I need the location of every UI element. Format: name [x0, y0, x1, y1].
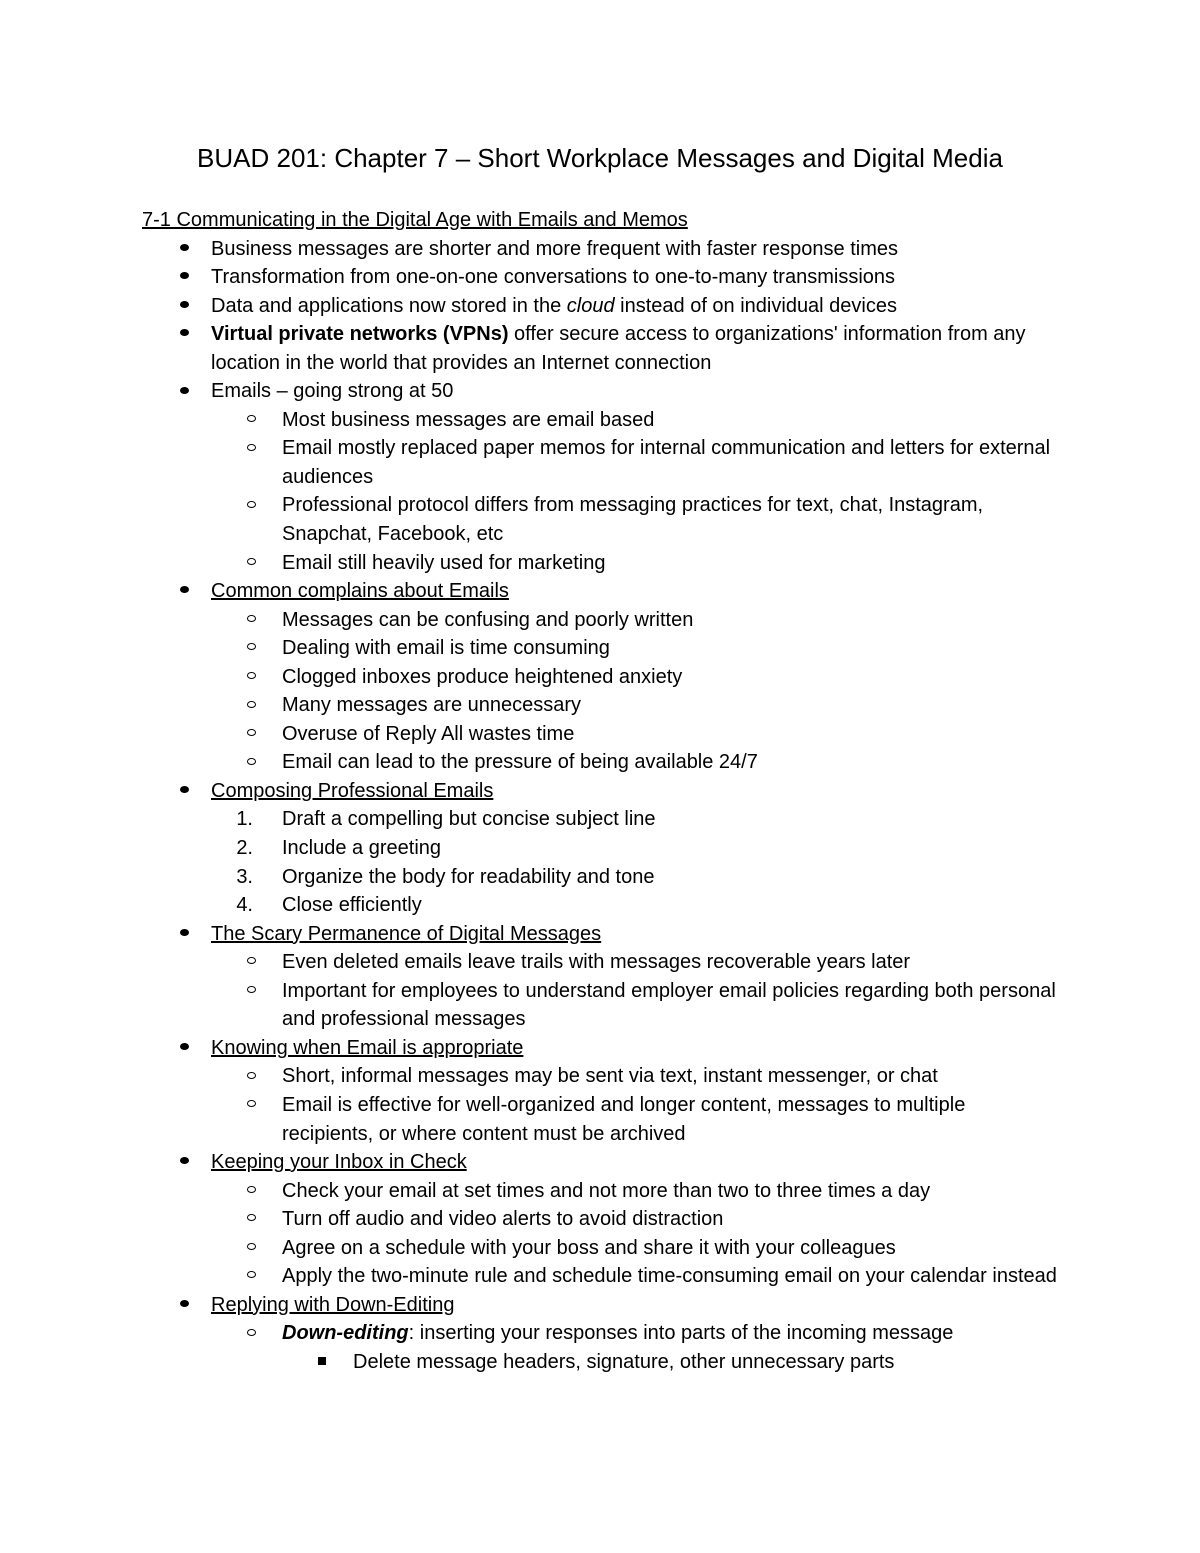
- sub-list-item: Check your email at set times and not more than two to three times a day: [211, 1177, 1062, 1206]
- sub-list-item: Apply the two-minute rule and schedule time-consuming email on your calendar instead: [211, 1262, 1062, 1291]
- circle-bullet-icon: [241, 1062, 261, 1091]
- numbered-list-item: 3. Organize the body for readability and tone: [211, 863, 1062, 892]
- list-item: [142, 1148, 1062, 1291]
- bullet-icon: [174, 235, 194, 264]
- circle-bullet-icon: [241, 434, 261, 463]
- page-title: BUAD 201: Chapter 7 – Short Workplace Messages and Digital Media: [197, 143, 1003, 173]
- sub-list: [211, 606, 1062, 777]
- bullet-icon: [174, 320, 194, 349]
- circle-bullet-icon: [241, 1205, 261, 1234]
- list-item: [142, 920, 1062, 1034]
- list-item: [142, 777, 1062, 920]
- sub-list-item: Professional protocol differs from messaging practices for text, chat, Instagram, Snapchat, Facebook, etc: [211, 491, 1062, 548]
- sub-list-item: Agree on a schedule with your boss and share it with your colleagues: [211, 1234, 1062, 1263]
- circle-bullet-icon: [241, 1234, 261, 1263]
- numbered-list-item: 1. Draft a compelling but concise subject line: [211, 805, 1062, 834]
- sub-list-item: Down-editing: inserting your responses into parts of the incoming message Delete message headers, signature, other unnecessary parts: [211, 1319, 1062, 1376]
- sub-list-item: Most business messages are email based: [211, 406, 1062, 435]
- bullet-icon: [174, 292, 194, 321]
- numbered-list-item: 2. Include a greeting: [211, 834, 1062, 863]
- list-item: Emails – going strong at 50 Most business messages are email based Email mostly replaced paper memos for internal communication and letters for external audiences Professional protocol differs from messaging practices for text, chat, Instagram, Snapchat, Facebook, etc Email still heavily used for marketing: [142, 377, 1062, 577]
- circle-bullet-icon: [241, 406, 261, 435]
- circle-bullet-icon: [241, 1262, 261, 1291]
- bullet-icon: [174, 1291, 194, 1320]
- sub-list-item: Clogged inboxes produce heightened anxiety: [211, 663, 1062, 692]
- list-item: [142, 577, 1062, 777]
- list-item: Virtual private networks (VPNs) offer secure access to organizations' information from any location in the world that provides an Internet connection: [142, 320, 1062, 377]
- subheading: Keeping your Inbox in Check: [211, 1151, 467, 1174]
- sub-list-item: Email is effective for well-organized and longer content, messages to multiple recipients, or where content must be archived: [211, 1091, 1062, 1148]
- sub-list-item: Even deleted emails leave trails with messages recoverable years later: [211, 948, 1062, 977]
- item-number: 3.: [236, 865, 253, 888]
- subheading: Common complains about Emails: [211, 580, 509, 603]
- subheading: Composing Professional Emails: [211, 779, 494, 802]
- sub-list-item: Overuse of Reply All wastes time: [211, 720, 1062, 749]
- sub-sub-list: [282, 1348, 1062, 1377]
- sub-list: [211, 406, 1062, 577]
- sub-list-item: Important for employees to understand employer email policies regarding both personal and professional messages: [211, 977, 1062, 1034]
- bullet-icon: [174, 1148, 194, 1177]
- sub-list: [211, 1062, 1062, 1148]
- circle-bullet-icon: [241, 691, 261, 720]
- section-heading: 7-1 Communicating in the Digital Age with Emails and Memos: [142, 209, 688, 231]
- circle-bullet-icon: [241, 634, 261, 663]
- subheading: The Scary Permanence of Digital Messages: [211, 922, 602, 945]
- sub-list-item: Email mostly replaced paper memos for internal communication and letters for external audiences: [211, 434, 1062, 491]
- bullet-icon: [174, 1034, 194, 1063]
- emphasis-cloud: cloud: [566, 294, 615, 317]
- item-number: 4.: [236, 894, 253, 917]
- circle-bullet-icon: [241, 606, 261, 635]
- bullet-icon: [174, 263, 194, 292]
- item-number: 2.: [236, 837, 253, 860]
- bullet-icon: [174, 377, 194, 406]
- sub-list-item: Short, informal messages may be sent via text, instant messenger, or chat: [211, 1062, 1062, 1091]
- circle-bullet-icon: [241, 1177, 261, 1206]
- sub-list-item: Email can lead to the pressure of being available 24/7: [211, 748, 1062, 777]
- item-number: 1.: [236, 808, 253, 831]
- bold-term-vpn: Virtual private networks (VPNs): [211, 323, 509, 346]
- circle-bullet-icon: [241, 977, 261, 1006]
- numbered-list-item: 4. Close efficiently: [211, 891, 1062, 920]
- circle-bullet-icon: [241, 748, 261, 777]
- list-item: [142, 1034, 1062, 1148]
- bold-term-down-editing: Down-editing: [282, 1322, 409, 1345]
- subheading: Knowing when Email is appropriate: [211, 1036, 524, 1059]
- sub-list: [211, 948, 1062, 1034]
- list-item: Data and applications now stored in the cloud instead of on individual devices: [142, 292, 1062, 321]
- document-body: [142, 206, 1062, 1376]
- list-item: Business messages are shorter and more frequent with faster response times: [142, 235, 1062, 264]
- main-bullet-list: [142, 235, 1062, 1377]
- bullet-icon: [174, 777, 194, 806]
- bullet-icon: [174, 577, 194, 606]
- bullet-icon: [174, 920, 194, 949]
- list-item: [142, 1291, 1062, 1377]
- sub-list-item: Messages can be confusing and poorly written: [211, 606, 1062, 635]
- circle-bullet-icon: [241, 1319, 261, 1348]
- subheading: Replying with Down-Editing: [211, 1293, 455, 1316]
- sub-list-item: Many messages are unnecessary: [211, 691, 1062, 720]
- numbered-list: [211, 805, 1062, 919]
- square-bullet-icon: [312, 1348, 332, 1377]
- circle-bullet-icon: [241, 491, 261, 520]
- sub-list-item: Email still heavily used for marketing: [211, 549, 1062, 578]
- circle-bullet-icon: [241, 720, 261, 749]
- sub-list: [211, 1177, 1062, 1291]
- sub-list: [211, 1319, 1062, 1376]
- sub-sub-list-item: Delete message headers, signature, other unnecessary parts: [282, 1348, 1062, 1377]
- list-item: Transformation from one-on-one conversations to one-to-many transmissions: [142, 263, 1062, 292]
- circle-bullet-icon: [241, 663, 261, 692]
- circle-bullet-icon: [241, 1091, 261, 1120]
- circle-bullet-icon: [241, 948, 261, 977]
- sub-list-item: Dealing with email is time consuming: [211, 634, 1062, 663]
- circle-bullet-icon: [241, 549, 261, 578]
- sub-list-item: Turn off audio and video alerts to avoid distraction: [211, 1205, 1062, 1234]
